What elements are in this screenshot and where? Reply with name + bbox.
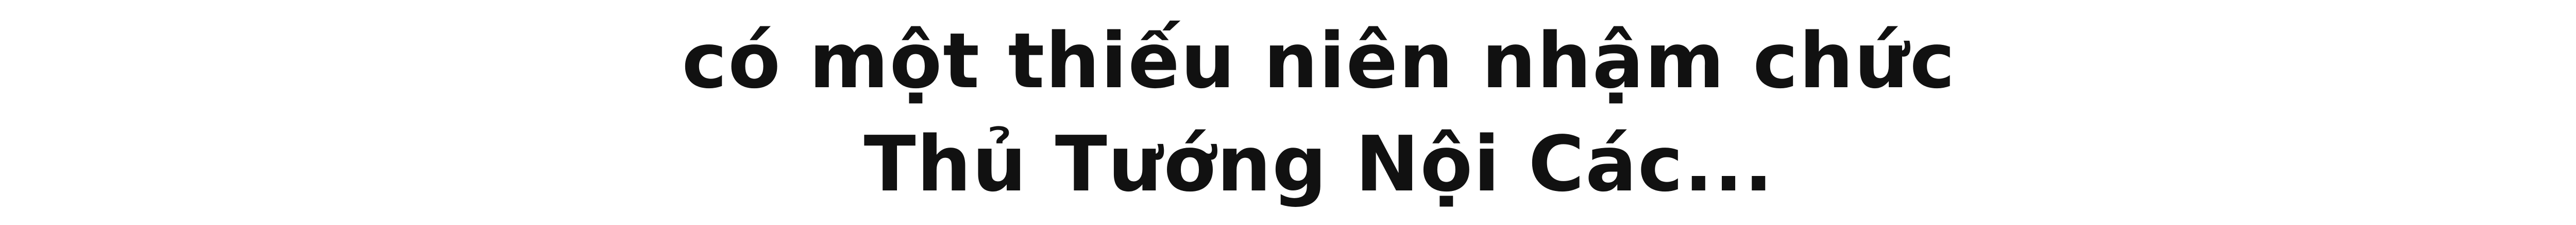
- caption-line-1: có một thiếu niên nhậm chức: [682, 17, 1956, 105]
- caption-line-2: Thủ Tướng Nội Các...: [863, 120, 1774, 208]
